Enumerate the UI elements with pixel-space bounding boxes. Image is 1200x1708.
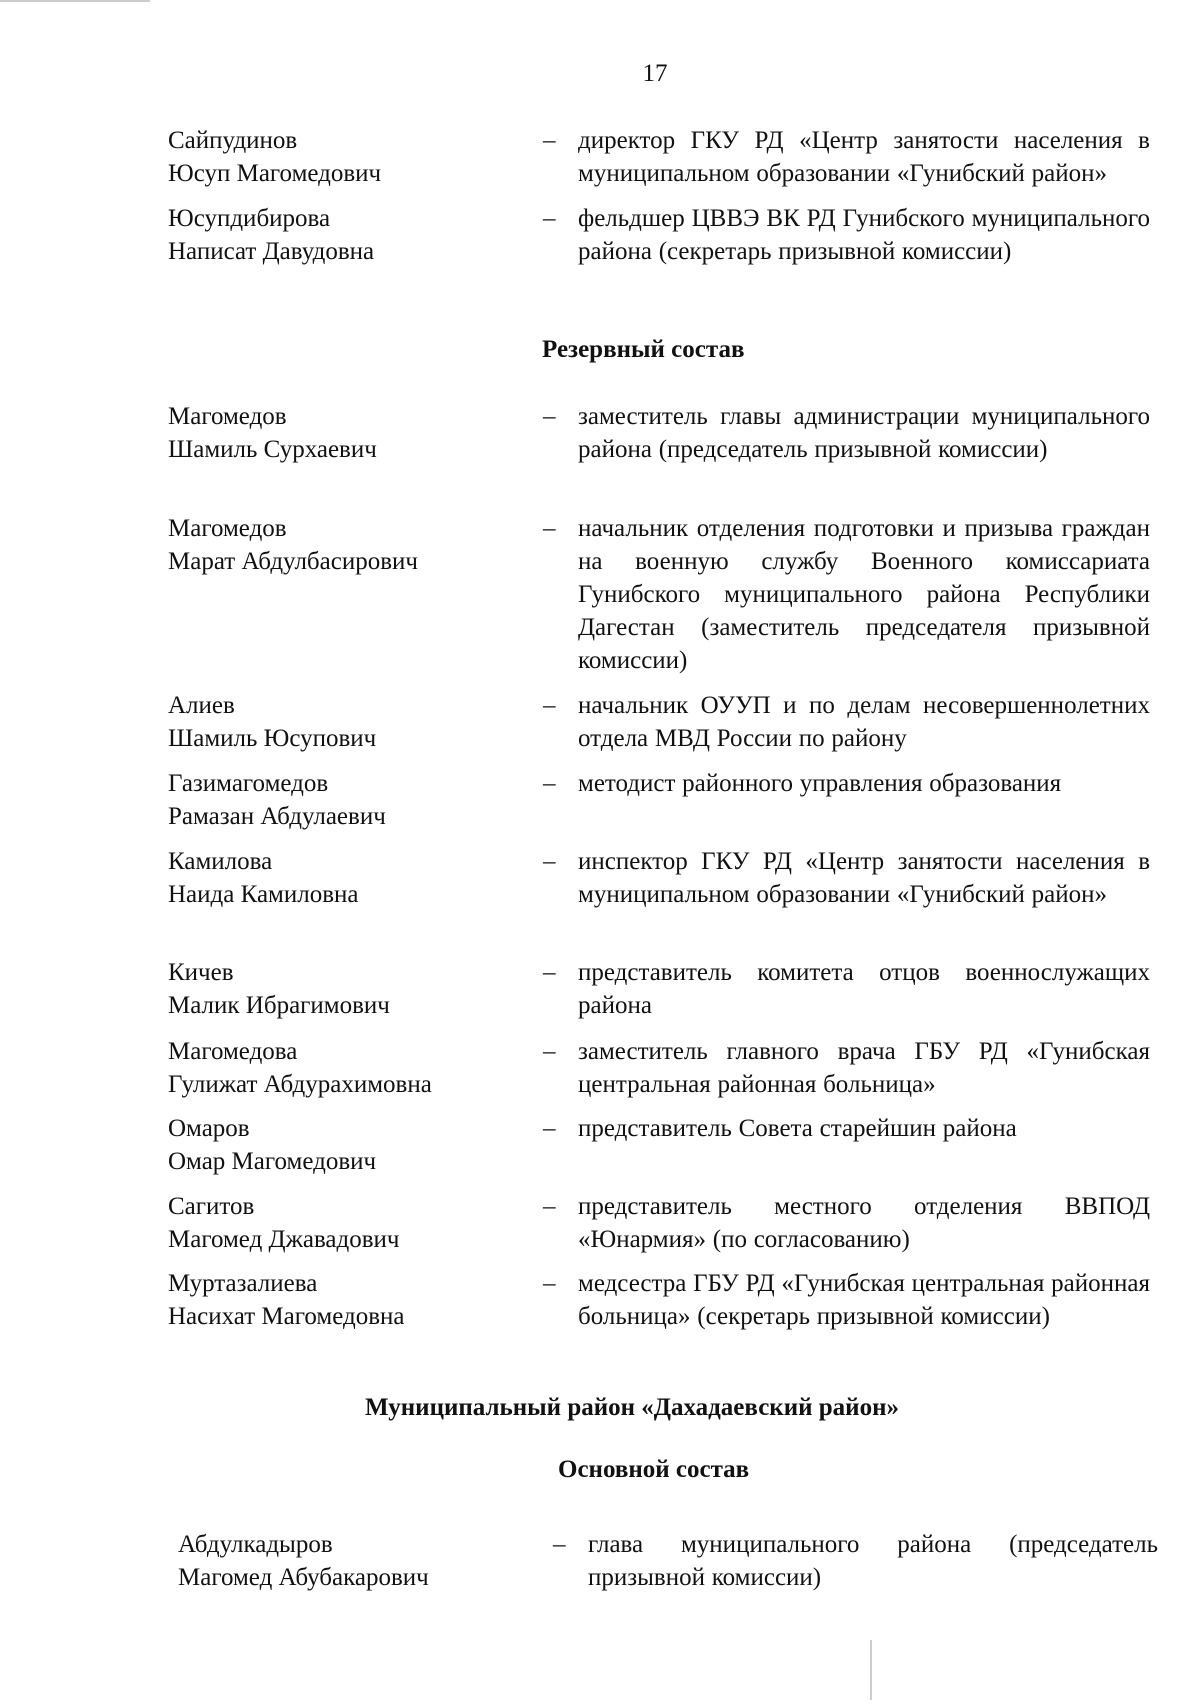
dash-separator: –	[543, 403, 556, 430]
member-name	[168, 512, 528, 578]
member-surname: Газимагомедов	[168, 770, 329, 797]
member-given-name: Омар Магомедович	[168, 1148, 377, 1175]
member-role: представитель местного отделения ВВПОД «Юнармия» (по согласованию)	[578, 1193, 1150, 1253]
member-name	[178, 1528, 538, 1594]
member-name	[168, 956, 528, 1022]
member-name	[168, 845, 528, 911]
member-given-name: Шамиль Сурхаевич	[168, 436, 377, 463]
member-role: представитель комитета отцов военнослужащих района	[578, 959, 1150, 1019]
dash-separator: –	[543, 1115, 556, 1142]
dash-separator: –	[543, 205, 556, 232]
member-surname: Магомедов	[168, 403, 287, 430]
member-given-name: Марат Абдулбасирович	[168, 548, 418, 575]
dash-separator: –	[543, 1193, 556, 1220]
main-composition-heading: Основной состав	[558, 1456, 750, 1483]
member-given-name: Шамиль Юсупович	[168, 725, 377, 752]
district-heading: Муниципальный район «Дахадаевский район»	[365, 1394, 899, 1421]
member-name	[168, 124, 528, 190]
member-surname: Камилова	[168, 848, 273, 875]
member-name	[168, 1267, 528, 1333]
dash-separator: –	[543, 515, 556, 542]
member-role: фельдшер ЦВВЭ ВК РД Гунибского муниципального района (секретарь призывной комиссии)	[578, 205, 1150, 265]
dash-separator: –	[543, 1270, 556, 1297]
member-given-name: Малик Ибрагимович	[168, 992, 390, 1019]
member-name	[168, 1035, 528, 1101]
member-surname: Алиев	[168, 692, 235, 719]
member-role: заместитель главы администрации муниципального района (председатель призывной комиссии)	[578, 403, 1150, 463]
member-role: директор ГКУ РД «Центр занятости населения в муниципальном образовании «Гунибский район»	[578, 127, 1150, 187]
member-given-name: Наида Камиловна	[168, 881, 359, 908]
member-role: заместитель главного врача ГБУ РД «Гунибская центральная районная больница»	[578, 1038, 1150, 1098]
member-name	[168, 202, 528, 268]
member-role: начальник ОУУП и по делам несовершеннолетних отдела МВД России по району	[578, 692, 1150, 752]
member-role: инспектор ГКУ РД «Центр занятости населения в муниципальном образовании «Гунибский район»	[578, 848, 1150, 908]
member-role: методист районного управления образования	[578, 770, 1062, 797]
member-name	[168, 1190, 528, 1256]
member-given-name: Насихат Магомедовна	[168, 1303, 405, 1330]
member-given-name: Магомед Джавадович	[168, 1226, 400, 1253]
member-name	[168, 1112, 528, 1178]
member-surname: Магомедова	[168, 1038, 298, 1065]
member-role: представитель Совета старейшин района	[578, 1115, 1017, 1142]
member-surname: Муртазалиева	[168, 1270, 318, 1297]
member-role: глава муниципального района (председатель призывной комиссии)	[588, 1531, 1158, 1591]
member-surname: Кичев	[168, 959, 234, 986]
dash-separator: –	[553, 1531, 566, 1558]
dash-separator: –	[543, 127, 556, 154]
member-surname: Сайпудинов	[168, 127, 298, 154]
member-role: медсестра ГБУ РД «Гунибская центральная районная больница» (секретарь призывной комиссии)	[578, 1270, 1150, 1330]
dash-separator: –	[543, 1038, 556, 1065]
member-surname: Омаров	[168, 1115, 250, 1142]
dash-separator: –	[543, 959, 556, 986]
member-given-name: Магомед Абубакарович	[178, 1564, 429, 1591]
member-given-name: Рамазан Абдулаевич	[168, 803, 386, 830]
member-surname: Сагитов	[168, 1193, 255, 1220]
scan-line-top	[0, 0, 150, 2]
member-surname: Магомедов	[168, 515, 287, 542]
member-name	[168, 400, 528, 466]
reserve-heading: Резервный состав	[542, 336, 745, 363]
member-name	[168, 689, 528, 755]
dash-separator: –	[543, 770, 556, 797]
dash-separator: –	[543, 692, 556, 719]
member-role: начальник отделения подготовки и призыва граждан на военную службу Военного комиссариата Гунибского муниципального района Республики Дагестан (заместитель председателя призывной комиссии)	[578, 515, 1150, 674]
page-number: 17	[642, 60, 668, 87]
scan-line-bottom-right	[870, 1640, 872, 1700]
member-name	[168, 767, 528, 833]
member-given-name: Написат Давудовна	[168, 238, 375, 265]
member-surname: Абдулкадыров	[178, 1531, 333, 1558]
member-given-name: Юсуп Магомедович	[168, 160, 382, 187]
dash-separator: –	[543, 848, 556, 875]
member-surname: Юсупдибирова	[168, 205, 331, 232]
member-given-name: Гулижат Абдурахимовна	[168, 1071, 432, 1098]
